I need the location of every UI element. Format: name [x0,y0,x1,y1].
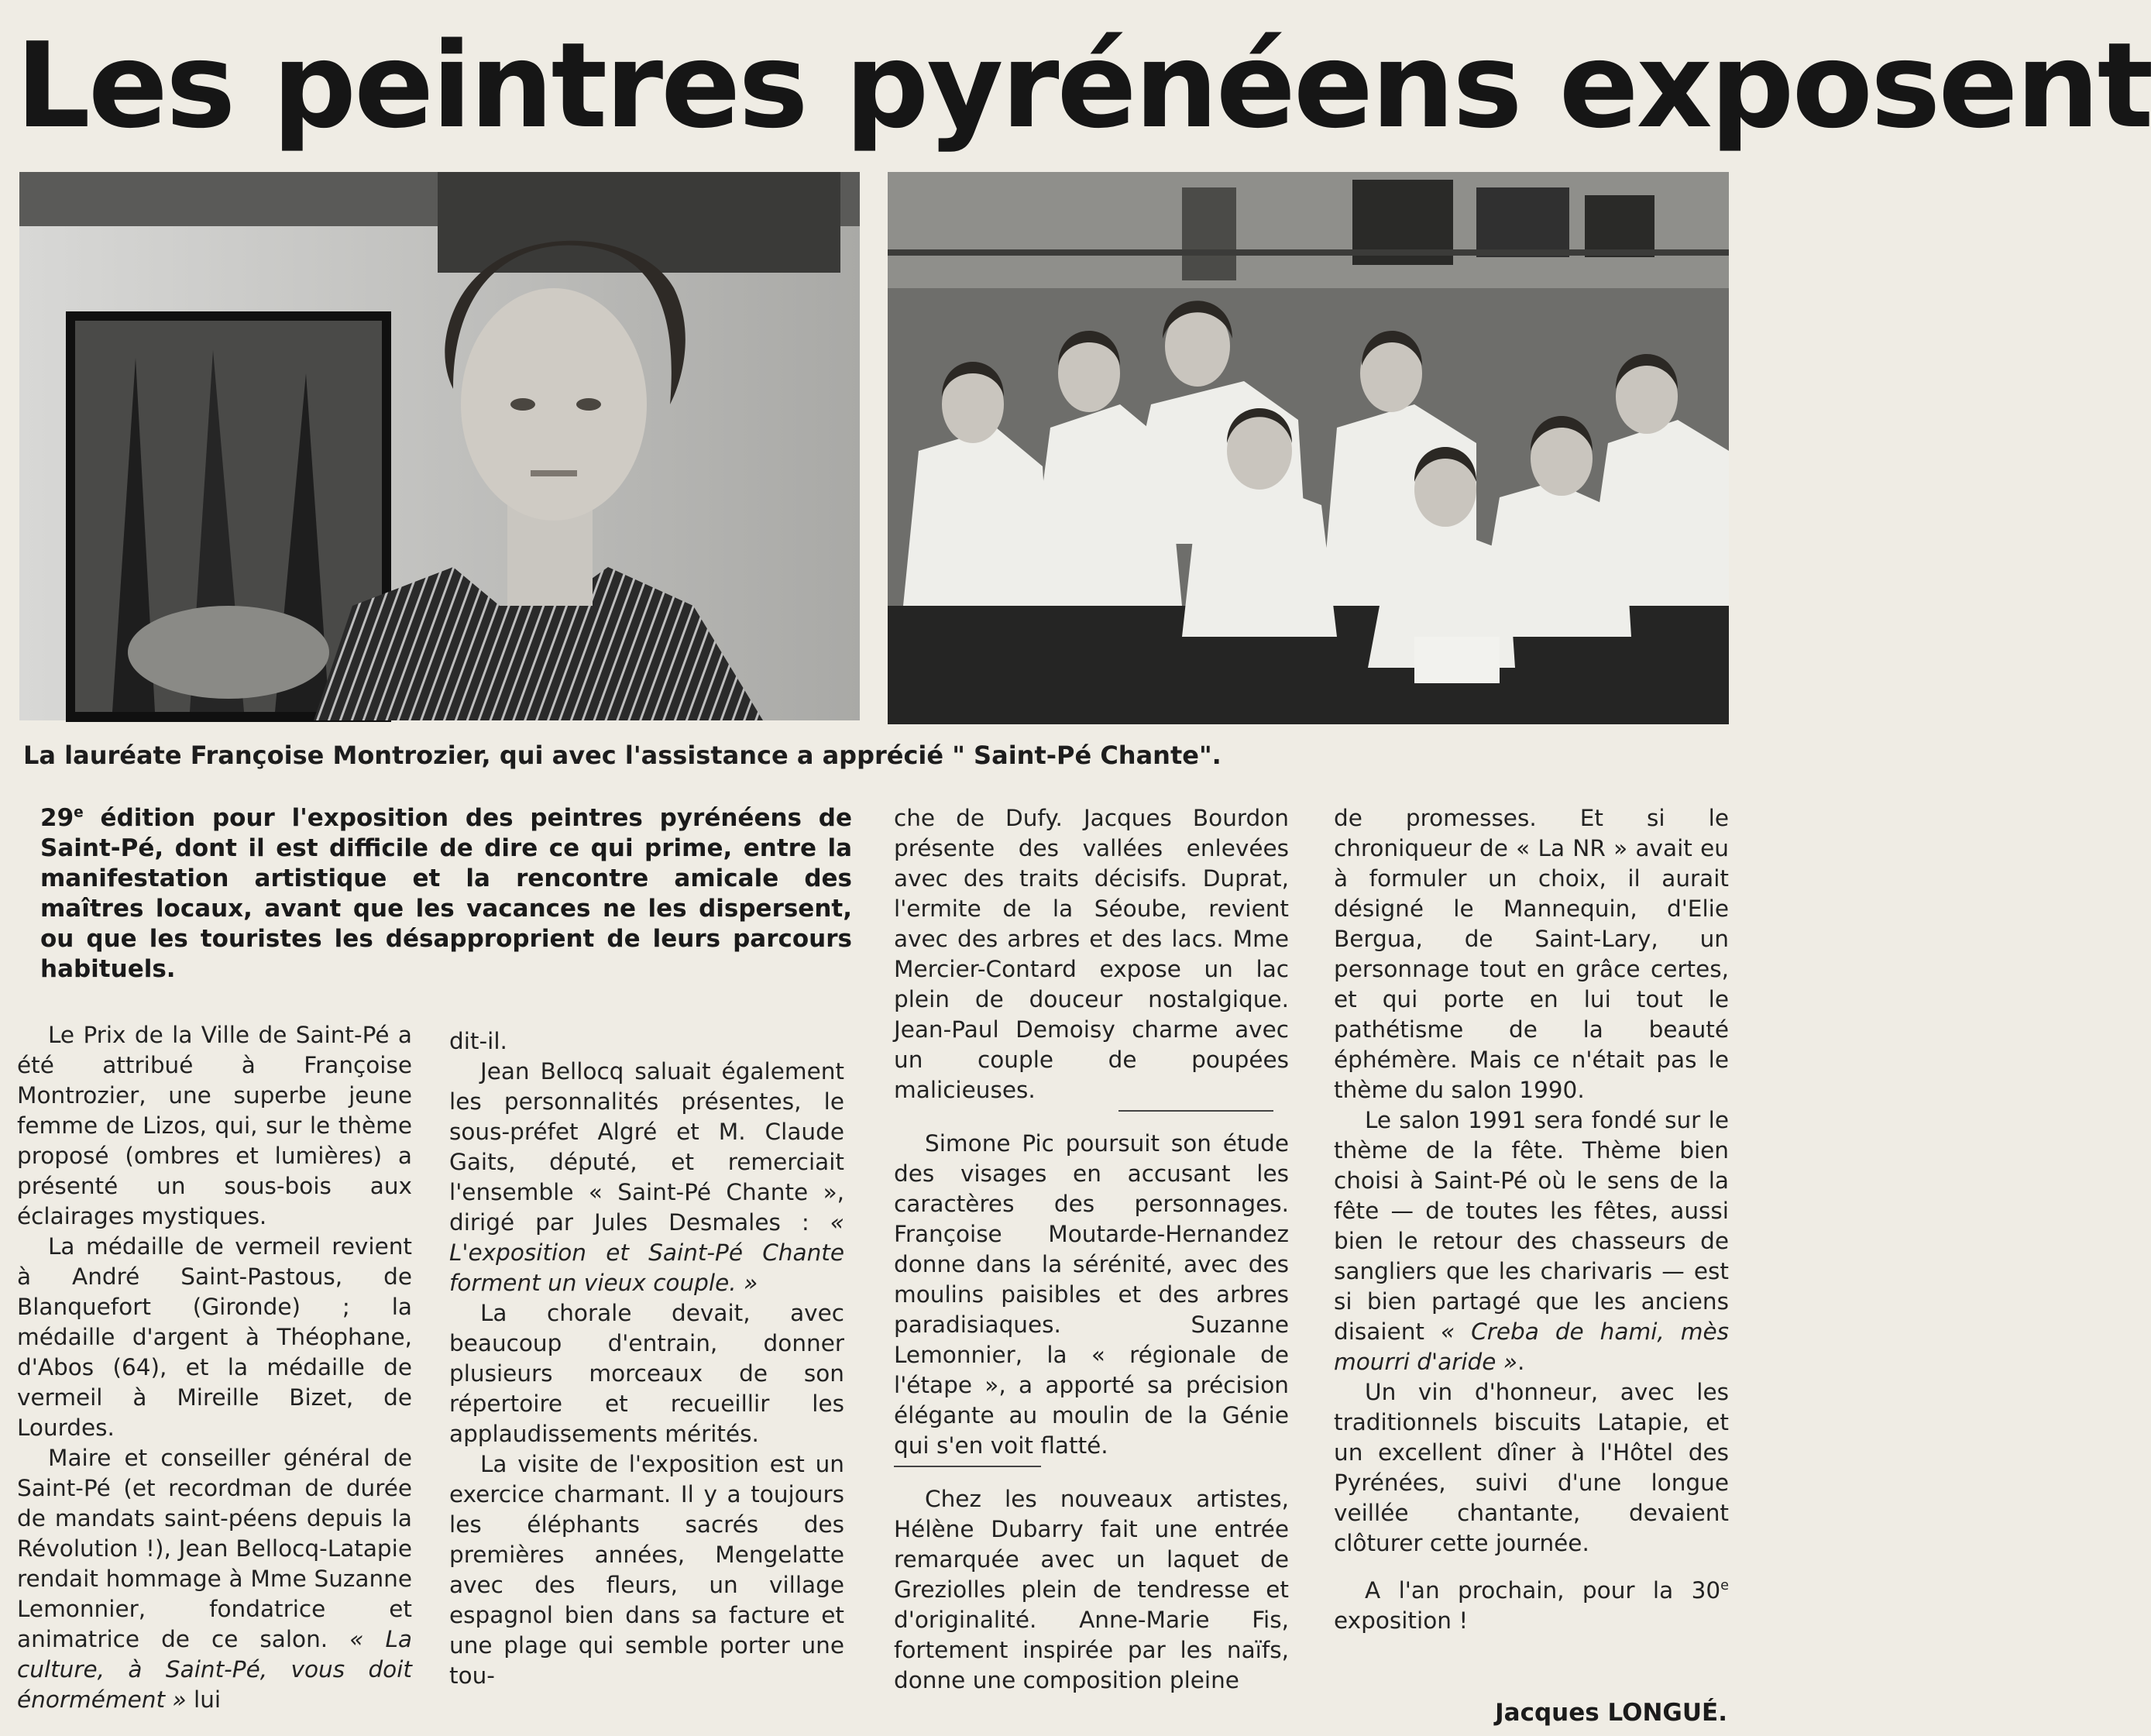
quote: « Creba de hami, mès mourri d'aride » [1334,1318,1730,1375]
paragraph [1334,1105,1729,1377]
paragraph: Chez les nouveaux artistes, Hélène Dubarry fait une entrée remarquée avec un laquet de Greziolles plein de tendresse et d'originalité. Anne-Marie Fis, fortement inspirée par les naïfs, donne une composition pleine [894,1486,1289,1693]
section-divider [894,1466,1041,1467]
article-column-1 [17,1020,412,1715]
paragraph [449,1057,844,1298]
paragraph: La chorale devait, avec beaucoup d'entrain, donner plusieurs morceaux de son répertoire et recueillir les applaudissements mérités. [449,1300,844,1447]
photo-choir [888,172,1729,724]
paragraph-text: A l'an prochain, pour la 30 [1365,1577,1721,1604]
paragraph: La médaille de vermeil revient à André Saint-Pastous, de Blanquefort (Gironde) ; la médaille d'argent à Théophane, d'Abos (64), et la médaille de vermeil à Mireille Bizet, de Lourdes. [17,1233,412,1441]
paragraph-end: lui [186,1686,222,1713]
paragraph-text: Le salon 1991 sera fondé sur le thème de la fête. Thème bien choisi à Saint-Pé où le sens de la fête — de toutes les fêtes, aussi bien le retour des chasseurs de sangliers que les charivaris — est si bien partagé que les anciens disaient [1334,1107,1729,1345]
paragraph-end: . [1517,1349,1525,1375]
paragraph [1334,1576,1729,1636]
paragraph: Un vin d'honneur, avec les traditionnels biscuits Latapie, et un excellent dîner à l'Hôtel des Pyrénées, suivi d'une longue veillée chantante, devaient clôturer cette journée. [1334,1379,1729,1556]
lead-text: édition pour l'exposition des peintres pyrénéens de Saint-Pé, dont il est difficile de dire ce qui prime, entre la manifestation artistique et la rencontre amicale des maîtres locaux, avant que les vacances ne les dispersent, ou que les touristes les désapproprient de leurs parcours habituels. [40,804,852,983]
lead-sup: e [74,804,84,821]
article-column-2 [449,1026,844,1691]
paragraph-text: Jean Bellocq saluait également les personnalités présentes, le sous-préfet Algré et M. Claude Gaits, député, et remerciait l'ensemble « Saint-Pé Chante », dirigé par Jules Desmales : [449,1058,844,1236]
photo-laureate-portrait-icon [19,172,860,720]
paragraph: che de Dufy. Jacques Bourdon présente des vallées enlevées avec des traits décisifs. Duprat, l'ermite de la Séoube, revient avec des arbres et des lacs. Mme Mercier-Contard expose un lac plein de douceur nostalgique. Jean-Paul Demoisy charme avec un couple de poupées malicieuses. [894,805,1289,1103]
photo-caption: La lauréate Françoise Montrozier, qui avec l'assistance a apprécié " Saint-Pé Chante". [23,741,1222,770]
paragraph-end: exposition ! [1334,1607,1469,1634]
paragraph: Simone Pic poursuit son étude des visages en accusant les caractères des personnages. Françoise Moutarde-Hernandez donne dans la sérénité, avec des moulins paisibles et des arbres paradisiaques. Suzanne Lemonnier, la « régionale de l'étape », a apporté sa précision élégante au moulin de la Génie qui s'en voit flatté. [894,1130,1289,1459]
lead-number: 29 [40,804,74,832]
byline: Jacques LONGUÉ. [1495,1699,1727,1727]
paragraph: de promesses. Et si le chroniqueur de « La NR » avait eu à formuler un choix, il aurait désigné le Mannequin, d'Elie Bergua, de Saint-Lary, un personnage tout en grâce certes, et qui porte en lui tout le pathétisme de la beauté éphémère. Mais ce n'était pas le thème du salon 1990. [1334,805,1729,1103]
ordinal-sup: e [1720,1578,1729,1594]
headline: Les peintres pyrénéens exposent [15,17,2151,154]
paragraph [17,1443,412,1715]
paragraph-text: Maire et conseiller général de Saint-Pé (et recordman de durée de mandats saint-péens depuis la Révolution !), Jean Bellocq-Latapie rendait hommage à Mme Suzanne Lemonnier, fondatrice et animatrice de ce salon. [17,1445,412,1652]
paragraph: La visite de l'exposition est un exercice charmant. Il y a toujours les éléphants sacrés des premières années, Mengelatte avec des fleurs, un village espagnol bien dans sa facture et une plage qui semble porter une tou- [449,1451,844,1689]
quote: « L'exposition et Saint-Pé Chante forment un vieux couple. » [449,1209,844,1296]
lead-paragraph [40,803,852,985]
paragraph: dit-il. [449,1028,507,1054]
quote: « La culture, à Saint-Pé, vous doit énormément » [17,1626,412,1713]
photo-choir-group-icon [888,172,1729,724]
paragraph: Le Prix de la Ville de Saint-Pé a été attribué à Françoise Montrozier, une superbe jeune femme de Lizos, qui, sur le thème proposé (ombres et lumières) a présenté un sous-bois aux éclairages mystiques. [17,1022,412,1229]
article-column-4 [1334,803,1729,1636]
photo-laureate [19,172,860,720]
article-column-3 [894,803,1289,1696]
section-divider [1118,1110,1273,1112]
